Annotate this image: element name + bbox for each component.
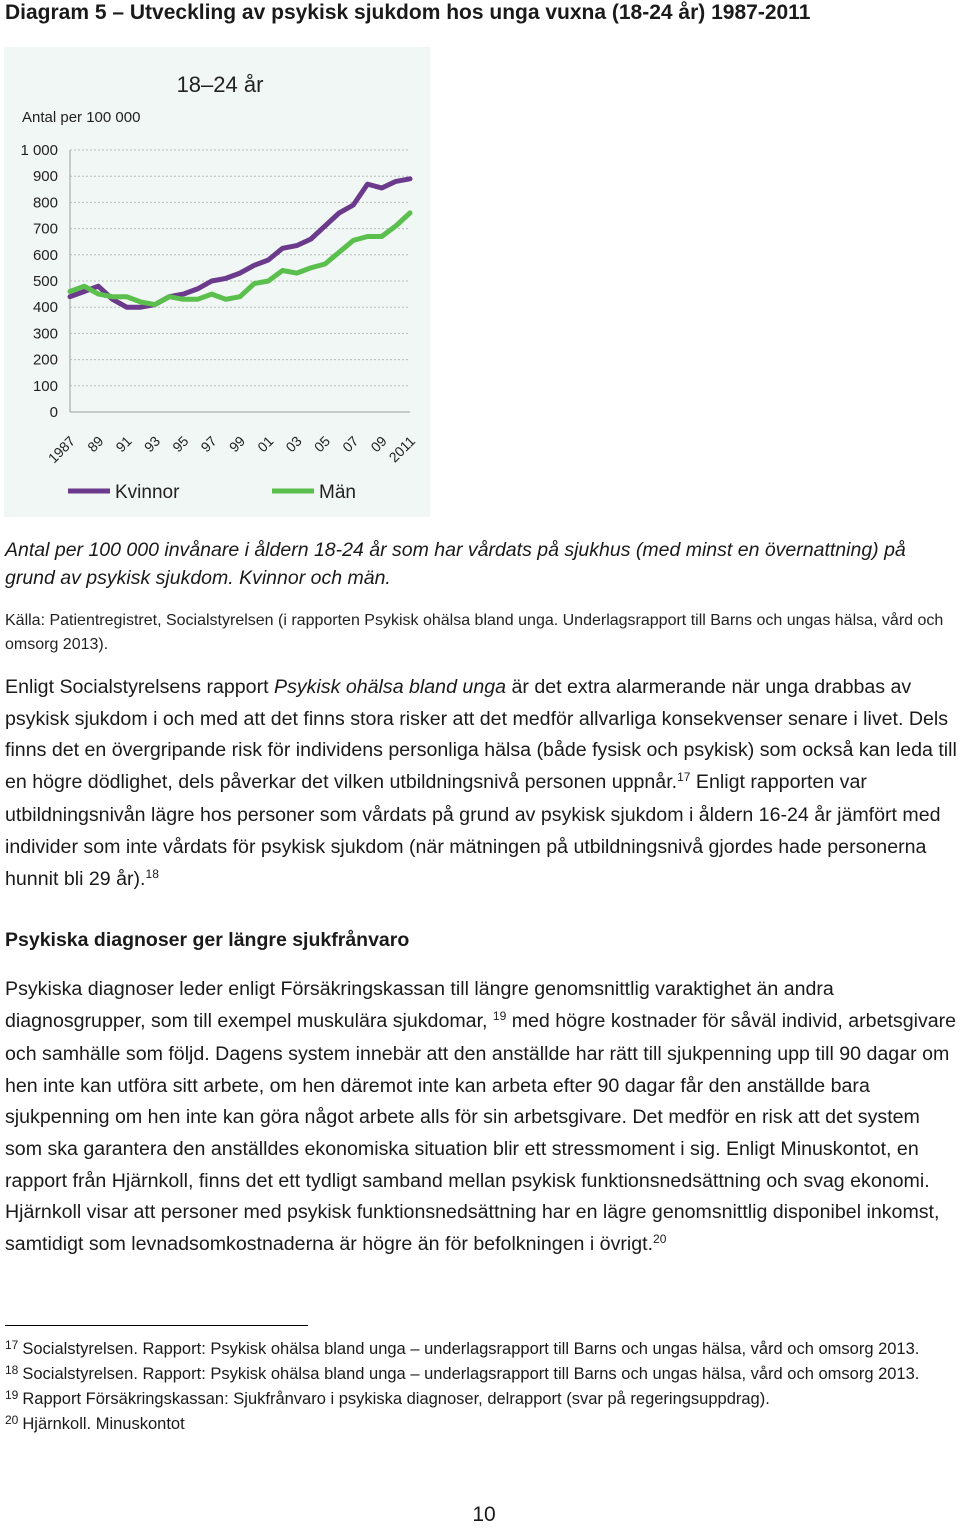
y-axis-label: Antal per 100 000 bbox=[22, 109, 141, 126]
series-line-kvinnor bbox=[70, 179, 410, 307]
paragraph-1 bbox=[5, 672, 960, 897]
footnote-ref-18: 18 bbox=[145, 866, 159, 881]
footnote-number: 18 bbox=[5, 1363, 19, 1377]
x-tick-label: 03 bbox=[282, 432, 305, 456]
section-subheading: Psykiska diagnoser ger längre sjukfrånvaro bbox=[5, 929, 410, 951]
x-tick-label: 1987 bbox=[44, 432, 79, 467]
legend-label: Män bbox=[319, 482, 356, 503]
x-tick-label: 05 bbox=[310, 432, 334, 456]
diagram-caption: Antal per 100 000 invånare i åldern 18-24 år som har vårdats på sjukhus (med minst en övernattning) på grund av psykisk sjukdom. Kvinnor och män. bbox=[5, 539, 906, 589]
footnote-19 bbox=[5, 1387, 955, 1412]
x-tick-label: 07 bbox=[339, 432, 362, 456]
chart-svg bbox=[4, 47, 430, 517]
line-chart bbox=[4, 47, 430, 517]
y-tick-label: 500 bbox=[32, 273, 58, 290]
legend-label: Kvinnor bbox=[115, 482, 180, 503]
x-tick-label: 99 bbox=[225, 432, 249, 456]
y-tick-label: 700 bbox=[32, 220, 58, 238]
footnote-number: 19 bbox=[5, 1388, 19, 1402]
series-line-man bbox=[70, 213, 410, 305]
y-tick-label: 1 000 bbox=[20, 142, 58, 159]
y-tick-label: 400 bbox=[32, 299, 58, 317]
x-tick-label: 93 bbox=[140, 432, 164, 456]
y-tick-label: 0 bbox=[49, 404, 58, 421]
paragraph-2-text-a: Psykiska diagnoser leder enligt Försäkringskassan till längre genomsnittlig varaktighet än andra diagnosgrupper, som till exempel muskulära sjukdomar, bbox=[5, 978, 834, 1032]
paragraph-1-text-a: Enligt Socialstyrelsens rapport bbox=[5, 676, 274, 698]
diagram-heading: Diagram 5 – Utveckling av psykisk sjukdom hos unga vuxna (18-24 år) 1987-2011 bbox=[5, 1, 811, 24]
footnote-text: Rapport Försäkringskassan: Sjukfrånvaro i psykiska diagnoser, delrapport (svar på regeringsuppdrag). bbox=[22, 1390, 770, 1408]
footnote-divider bbox=[5, 1325, 308, 1326]
x-tick-label: 95 bbox=[169, 432, 192, 456]
footnote-number: 20 bbox=[5, 1413, 19, 1427]
page-number: 10 bbox=[472, 1503, 496, 1526]
footnote-18 bbox=[5, 1362, 955, 1387]
y-tick-label: 200 bbox=[32, 351, 58, 369]
x-tick-label: 91 bbox=[112, 432, 135, 456]
x-tick-label: 97 bbox=[197, 432, 220, 456]
x-tick-label: 09 bbox=[367, 432, 390, 456]
y-tick-label: 300 bbox=[32, 325, 58, 343]
report-title-italic: Psykisk ohälsa bland unga bbox=[274, 676, 507, 698]
footnote-ref-20: 20 bbox=[653, 1231, 667, 1246]
diagram-source: Källa: Patientregistret, Socialstyrelsen (i rapporten Psykisk ohälsa bland unga. Underlagsrapport till Barns och ungas hälsa, vård och omsorg 2013). bbox=[5, 612, 944, 653]
y-tick-label: 900 bbox=[32, 168, 58, 186]
footnote-ref-19: 19 bbox=[492, 1008, 507, 1023]
y-tick-label: 600 bbox=[32, 246, 58, 264]
footnote-17 bbox=[5, 1337, 955, 1362]
paragraph-2-text-b: med högre kostnader för såväl individ, arbetsgivare och samhälle som följd. Dagens system innebär att den anställde har rätt till sjukpenning upp till 90 dagar om hen inte kan utföra sitt arbete, om hen däremot inte kan arbeta efter 90 dagar får den anställde bara sjukpenning om hen inte kan göra något arbete alls för sin arbetsgivare. Det medför en risk att det system som ska garantera den anställdes ekonomiska situation blir ett stressmoment i sig. Enligt Minuskontot, en rapport från Hjärnkoll, finns det ett tydligt samband mellan psykisk funktionsnedsättning och svag ekonomi. Hjärnkoll visar att personer med psykisk funktionsnedsättning har en lägre genomsnittlig disponibel inkomst, samtidigt som levnadsomkostnaderna är högre än för befolkningen i övrigt. bbox=[5, 1009, 957, 1255]
x-tick-label: 2011 bbox=[385, 432, 419, 466]
footnote-text: Socialstyrelsen. Rapport: Psykisk ohälsa bland unga – underlagsrapport till Barns och ungas hälsa, vård och omsorg 2013. bbox=[22, 1365, 920, 1383]
footnote-text: Socialstyrelsen. Rapport: Psykisk ohälsa bland unga – underlagsrapport till Barns och ungas hälsa, vård och omsorg 2013. bbox=[22, 1340, 920, 1358]
y-tick-label: 800 bbox=[32, 194, 58, 212]
footnotes bbox=[5, 1337, 955, 1437]
paragraph-1-text-c: Enligt rapporten var utbildningsnivån lägre hos personer som vårdats på grund av psykisk sjukdom i åldern 16-24 år jämfört med individer som inte vårdats för psykisk sjukdom (när mätningen på utbildningsnivå gjordes hade personerna hunnit bli 29 år). bbox=[5, 770, 941, 890]
footnote-ref-17: 17 bbox=[677, 769, 691, 784]
footnote-text: Hjärnkoll. Minuskontot bbox=[22, 1415, 185, 1433]
paragraph-1-text-b: är det extra alarmerande när unga drabbas av psykisk sjukdom i och med att det finns stora risker att det medför allvarliga konsekvenser senare i livet. Dels finns det en övergripande risk för individens personliga hälsa (både fysisk och psykisk) som också kan leda till en högre dödlighet, dels påverkar det vilken utbildningsnivå personen uppnår. bbox=[5, 676, 957, 793]
footnote-20 bbox=[5, 1412, 955, 1437]
x-tick-label: 89 bbox=[84, 432, 107, 456]
paragraph-2 bbox=[5, 974, 960, 1262]
footnote-number: 17 bbox=[5, 1338, 19, 1352]
y-tick-label: 100 bbox=[32, 377, 58, 395]
chart-title: 18–24 år bbox=[176, 72, 264, 97]
x-tick-label: 01 bbox=[254, 432, 277, 456]
